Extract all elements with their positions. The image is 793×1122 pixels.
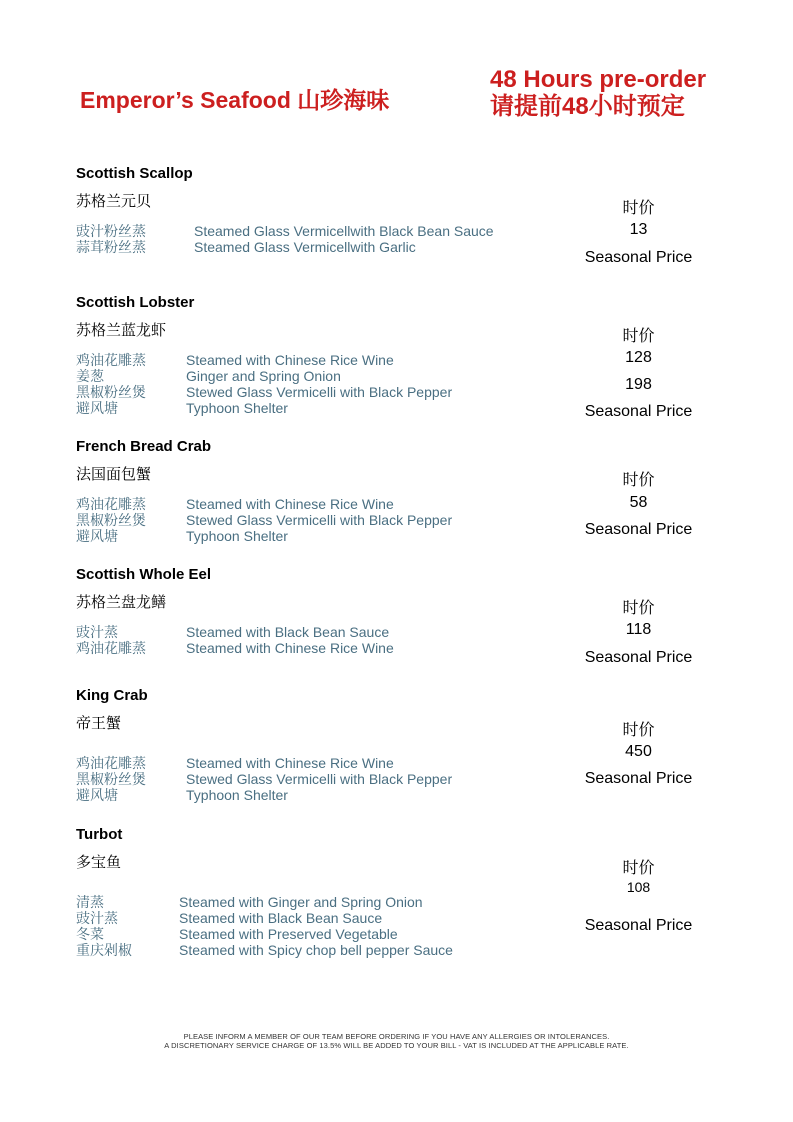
price-value: 58 [629, 494, 648, 511]
footer-notice [0, 1032, 793, 1050]
preorder-zh: 请提前48小时预定 [490, 93, 685, 120]
preparation-item [76, 528, 452, 544]
dish-name-zh: 苏格兰盘龙鳝 [76, 594, 167, 611]
preparation-en: Steamed with Ginger and Spring Onion [179, 894, 423, 910]
price-value: 198 [625, 376, 652, 393]
preparation-zh: 黑椒粉丝煲 [76, 512, 146, 528]
preparation-zh: 黑椒粉丝煲 [76, 384, 146, 400]
price-value: 128 [625, 349, 652, 366]
price-value: 108 [626, 879, 651, 895]
preparation-en: Steamed Glass Vermicellwith Black Bean Sauce [194, 223, 494, 239]
preparation-zh: 蒜茸粉丝蒸 [76, 239, 146, 255]
preparation-zh: 鸡油花雕蒸 [76, 352, 146, 368]
preparation-zh: 避风塘 [76, 787, 118, 803]
dish-name-en: Scottish Lobster [76, 294, 195, 311]
dish-name-en: Turbot [76, 826, 123, 843]
preparation-zh: 清蒸 [76, 894, 104, 910]
price-value: 450 [625, 743, 652, 760]
market-price-label: 时价 [622, 472, 655, 489]
seasonal-price-label: Seasonal Price [584, 770, 693, 787]
preparation-zh: 避风塘 [76, 528, 118, 544]
market-price-label: 时价 [622, 328, 655, 345]
preparation-item [76, 223, 494, 239]
preparation-item [76, 894, 453, 910]
preparation-zh: 避风塘 [76, 400, 118, 416]
preparation-list [76, 624, 394, 656]
preparation-en: Stewed Glass Vermicelli with Black Pepper [186, 512, 453, 528]
preparation-item [76, 239, 494, 255]
dish-name-en: Scottish Scallop [76, 165, 193, 182]
dish-name-zh: 苏格兰蓝龙虾 [76, 322, 167, 339]
preorder-notice [490, 66, 706, 120]
dish-name-zh: 法国面包蟹 [76, 466, 152, 483]
preparation-zh: 黑椒粉丝煲 [76, 771, 146, 787]
market-price-label: 时价 [622, 860, 655, 877]
preparation-en: Steamed with Chinese Rice Wine [186, 352, 394, 368]
preparation-en: Steamed with Chinese Rice Wine [186, 755, 394, 771]
preparation-item [76, 352, 452, 368]
preparation-zh: 冬菜 [76, 926, 104, 942]
preparation-item [76, 384, 452, 400]
market-price-label: 时价 [622, 722, 655, 739]
preparation-en: Steamed with Preserved Vegetable [179, 926, 398, 942]
market-price-label: 时价 [622, 600, 655, 617]
preparation-item [76, 624, 394, 640]
preparation-en: Typhoon Shelter [186, 400, 288, 416]
seasonal-price-label: Seasonal Price [584, 649, 693, 666]
preparation-item [76, 755, 452, 771]
preparation-item [76, 787, 452, 803]
preparation-en: Steamed with Spicy chop bell pepper Sauce [179, 942, 453, 958]
seasonal-price-label: Seasonal Price [584, 403, 693, 420]
preparation-item [76, 771, 452, 787]
menu-title: Emperor’s Seafood 山珍海味 [80, 87, 390, 113]
preparation-item [76, 400, 452, 416]
preparation-list [76, 352, 452, 416]
dish-name-zh: 多宝鱼 [76, 854, 122, 871]
preparation-en: Steamed with Chinese Rice Wine [186, 640, 394, 656]
preparation-en: Typhoon Shelter [186, 787, 288, 803]
allergy-notice: PLEASE INFORM A MEMBER OF OUR TEAM BEFORE ORDERING IF YOU HAVE ANY ALLERGIES OR INTOLERANCES. [183, 1032, 610, 1041]
preparation-en: Steamed with Black Bean Sauce [186, 624, 390, 640]
preparation-item [76, 640, 394, 656]
preparation-en: Steamed Glass Vermicellwith Garlic [194, 239, 416, 255]
seasonal-price-label: Seasonal Price [584, 249, 693, 266]
preorder-en: 48 Hours pre-order [490, 66, 707, 93]
preparation-zh: 豉汁蒸 [76, 624, 118, 640]
preparation-zh: 鸡油花雕蒸 [76, 496, 146, 512]
preparation-list [76, 755, 452, 803]
preparation-item [76, 368, 452, 384]
preparation-list [76, 223, 494, 255]
price-value: 13 [629, 221, 648, 238]
preparation-zh: 豉汁粉丝蒸 [76, 223, 146, 239]
preparation-en: Stewed Glass Vermicelli with Black Pepper [186, 384, 453, 400]
preparation-en: Steamed with Black Bean Sauce [179, 910, 383, 926]
dish-name-zh: 帝王蟹 [76, 715, 122, 732]
seasonal-price-label: Seasonal Price [584, 521, 693, 538]
preparation-item [76, 496, 452, 512]
dish-name-zh: 苏格兰元贝 [76, 193, 152, 210]
dish-name-en: King Crab [76, 687, 148, 704]
preparation-item [76, 512, 452, 528]
preparation-zh: 豉汁蒸 [76, 910, 118, 926]
preparation-item [76, 926, 453, 942]
preparation-list [76, 496, 452, 544]
price-value: 118 [625, 621, 652, 638]
preparation-en: Steamed with Chinese Rice Wine [186, 496, 394, 512]
preparation-en: Ginger and Spring Onion [186, 368, 341, 384]
preparation-zh: 鸡油花雕蒸 [76, 640, 146, 656]
preparation-en: Typhoon Shelter [186, 528, 288, 544]
dish-name-en: Scottish Whole Eel [76, 566, 212, 583]
preparation-zh: 鸡油花雕蒸 [76, 755, 146, 771]
seasonal-price-label: Seasonal Price [584, 917, 693, 934]
market-price-label: 时价 [622, 200, 655, 217]
preparation-en: Stewed Glass Vermicelli with Black Pepper [186, 771, 453, 787]
preparation-zh: 姜葱 [76, 368, 104, 384]
service-charge-notice: A DISCRETIONARY SERVICE CHARGE OF 13.5% WILL BE ADDED TO YOUR BILL - VAT IS INCLUDED AT THE APPLICABLE RATE. [164, 1041, 629, 1050]
dish-name-en: French Bread Crab [76, 438, 212, 455]
preparation-zh: 重庆剁椒 [76, 942, 132, 958]
preparation-list [76, 894, 453, 958]
preparation-item [76, 942, 453, 958]
preparation-item [76, 910, 453, 926]
